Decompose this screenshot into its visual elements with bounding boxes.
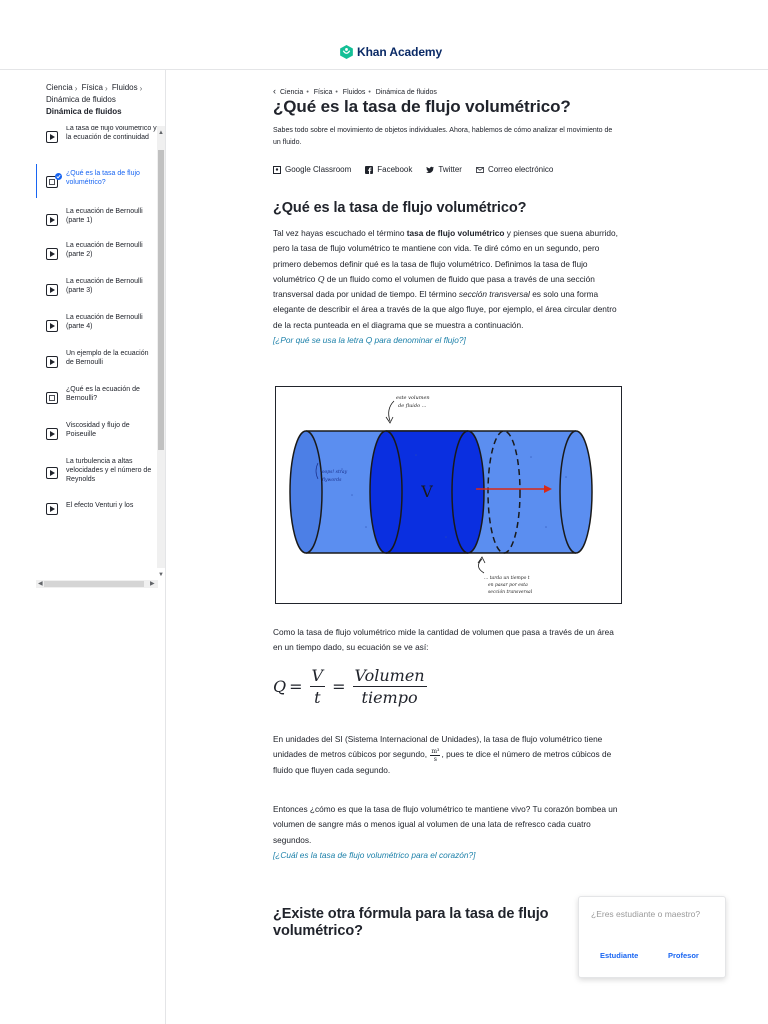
flow-rate-formula <box>273 666 431 707</box>
play-icon <box>46 503 58 515</box>
play-icon <box>46 356 58 368</box>
email-button[interactable] <box>476 165 553 174</box>
list-item[interactable] <box>36 206 158 242</box>
unit-denominator: s <box>433 755 437 763</box>
list-item-label: Un ejemplo de la ecuación de Bernoulli <box>66 350 149 366</box>
formula-equals: = <box>332 677 346 696</box>
figure-note-bottom-2: en pasar por esta <box>488 583 528 588</box>
list-item[interactable] <box>36 348 158 384</box>
sidebar <box>0 70 166 1024</box>
list-item-label: ¿Qué es la ecuación de Bernoulli? <box>66 386 140 402</box>
scroll-right-icon[interactable]: ▶ <box>150 581 155 587</box>
google-classroom-icon <box>273 166 281 174</box>
fraction-denominator: t <box>314 688 321 707</box>
sidebar-current-unit: Dinámica de fluidos <box>46 107 122 116</box>
play-icon <box>46 248 58 260</box>
sidebar-breadcrumb <box>46 82 156 118</box>
figure-note-top-2: de fluido ... <box>398 403 427 409</box>
unit-numerator: m³ <box>431 747 440 755</box>
list-item-label: La tasa de flujo volumétrico y la ecuación de continuidad <box>66 126 157 141</box>
emphasis-term: sección transversal <box>458 289 530 300</box>
list-item-label: La ecuación de Bernoulli (parte 4) <box>66 314 143 330</box>
teacher-button[interactable]: Profesor <box>668 951 699 960</box>
share-bar <box>273 165 553 174</box>
play-icon <box>46 131 58 143</box>
fraction-v-over-t <box>310 666 326 707</box>
facebook-button[interactable] <box>365 165 412 174</box>
check-icon <box>55 173 62 180</box>
figure-note-bottom-1: ... tarda un tiempo t <box>484 576 530 581</box>
figure-note-top-1: este volumen <box>396 395 430 401</box>
list-item[interactable] <box>36 276 158 312</box>
play-icon <box>46 428 58 440</box>
scrollbar-thumb[interactable] <box>158 150 164 450</box>
sidebar-crumb-ciencia[interactable]: Ciencia <box>46 83 73 92</box>
heart-flow-link[interactable]: [¿Cuál es la tasa de flujo volumétrico para el corazón?] <box>273 849 476 860</box>
text-run: de un fluido como el volumen de fluido que pasa a través de una sección transversal dada por unidad de tiempo. El término <box>273 273 595 300</box>
figure-note-left-1: ¡oops! stray <box>320 470 348 475</box>
play-icon <box>46 467 58 479</box>
list-item[interactable] <box>36 168 158 204</box>
text-run: y pienses que suena aburrido, pero la tasa de flujo volumétrico te mantiene con vida. Te diré cómo en un segundo, pero primero debemos definir qué es la tasa de flujo volumétrico. Definimos la tasa de flujo volumétrico <box>273 228 618 284</box>
scroll-up-icon[interactable]: ▲ <box>158 130 164 136</box>
article-description: Sabes todo sobre el movimiento de objetos individuales. Ahora, hablemos de cómo analizar el movimiento de un fluido. <box>273 127 613 146</box>
sidebar-crumb-dinamica[interactable]: Dinámica de fluidos <box>46 95 116 104</box>
formula-lhs: Q <box>273 677 287 696</box>
list-item[interactable] <box>36 500 158 536</box>
brand-name: Khan Academy <box>357 45 443 59</box>
section-heading: ¿Qué es la tasa de flujo volumétrico? <box>273 200 527 216</box>
fraction-volumen-over-tiempo <box>353 666 427 707</box>
fraction-numerator: V <box>311 666 324 685</box>
text-run: Entonces ¿cómo es que la tasa de flujo volumétrico te mantiene vivo? Tu corazón bombea un volumen de sangre más o menos igual al volumen de una lata de refresco cada cuatro segundos. <box>273 804 618 845</box>
fraction-numerator: Volumen <box>354 666 425 685</box>
list-item-label: Viscosidad y flujo de Poiseuille <box>66 422 130 438</box>
list-item[interactable] <box>36 312 158 348</box>
twitter-button[interactable] <box>426 165 462 174</box>
breadcrumb-fluidos[interactable]: Fluidos <box>342 89 366 96</box>
lesson-list <box>36 126 166 578</box>
chevron-left-icon[interactable]: ‹ <box>273 86 276 96</box>
article-breadcrumb: ‹ Ciencia • Física • Fluidos • Dinámica de fluidos <box>273 86 437 96</box>
email-label: Correo electrónico <box>487 165 554 174</box>
play-icon <box>46 284 58 296</box>
bold-term: tasa de flujo volumétrico <box>406 228 505 238</box>
paragraph-intro <box>273 226 623 348</box>
text-run: es solo una forma elegante de describir el área a través de la que algo fluye, por ejemplo, el área circular dentro de la recta punteada en el diagrama que se muestra a continuación. <box>273 289 617 330</box>
text-run: , pues te dice el número de metros cúbicos de fluido que fluyen cada segundo. <box>273 749 612 775</box>
scroll-down-icon[interactable]: ▼ <box>158 572 164 578</box>
breadcrumb-fisica[interactable]: Física <box>313 89 333 96</box>
khan-academy-logo-icon <box>340 45 353 59</box>
page-title: ¿Qué es la tasa de flujo volumétrico? <box>273 97 571 116</box>
why-q-link[interactable]: [¿Por qué se usa la letra Q para denominar el flujo?] <box>273 335 466 346</box>
role-prompt-card <box>578 896 726 978</box>
google-classroom-label: Google Classroom <box>285 165 352 174</box>
fraction-denominator: tiempo <box>361 688 418 707</box>
list-item-label: La turbulencia a altas velocidades y el número de Reynolds <box>66 458 152 483</box>
play-icon <box>46 214 58 226</box>
google-classroom-button[interactable] <box>273 165 351 174</box>
paragraph-si-units <box>273 732 623 778</box>
chevron-down-icon: › <box>104 84 108 93</box>
list-item[interactable] <box>36 126 158 159</box>
text-run: Tal vez hayas escuchado el término <box>273 228 407 238</box>
twitter-label: Twitter <box>438 165 462 174</box>
horizontal-scrollbar-thumb[interactable] <box>44 581 144 587</box>
mail-icon <box>476 166 484 174</box>
figure-note-bottom-3: sección transversal <box>488 590 533 595</box>
article-icon <box>46 392 58 404</box>
list-item-label: La ecuación de Bernoulli (parte 1) <box>66 208 143 224</box>
sidebar-crumb-fisica[interactable]: Física <box>81 83 103 92</box>
unit-fraction <box>430 748 440 763</box>
khan-academy-logo[interactable] <box>340 45 442 59</box>
sidebar-crumb-fluidos[interactable]: Fluidos <box>111 83 138 92</box>
flow-diagram <box>275 386 622 604</box>
scroll-left-icon[interactable]: ◀ <box>38 581 43 587</box>
math-variable: Q <box>317 273 325 284</box>
list-item[interactable] <box>36 384 158 420</box>
volume-label: V <box>421 482 433 501</box>
text-run: En unidades del SI (Sistema Internacional de Unidades), la tasa de flujo volumétrico tiene unidades de metros cúbicos por segundo, <box>273 734 603 760</box>
twitter-icon <box>426 166 434 174</box>
list-item[interactable] <box>36 456 158 492</box>
list-item-label: La ecuación de Bernoulli (parte 3) <box>66 278 143 294</box>
paragraph-heart <box>273 802 623 863</box>
list-item-label: El efecto Venturi y los <box>66 502 134 509</box>
breadcrumb-ciencia[interactable]: Ciencia <box>279 89 304 96</box>
flow-diagram-svg <box>276 387 620 602</box>
facebook-icon <box>365 166 373 174</box>
list-item[interactable] <box>36 240 158 276</box>
play-icon <box>46 320 58 332</box>
role-prompt-question: ¿Eres estudiante o maestro? <box>591 909 701 919</box>
list-item[interactable] <box>36 420 158 456</box>
list-item-label: La ecuación de Bernoulli (parte 2) <box>66 242 143 258</box>
chevron-down-icon: › <box>74 84 78 93</box>
facebook-label: Facebook <box>377 165 413 174</box>
top-header <box>0 0 768 70</box>
list-item-label: ¿Qué es la tasa de flujo volumétrico? <box>66 170 140 186</box>
student-button[interactable]: Estudiante <box>600 951 639 960</box>
breadcrumb-dinamica[interactable]: Dinámica de fluidos <box>375 89 437 96</box>
paragraph-equation-intro: Como la tasa de flujo volumétrico mide la cantidad de volumen que pasa a través de un área en un tiempo dado, su ecuación se ve así: <box>273 627 614 653</box>
chevron-down-icon: › <box>139 84 143 93</box>
section-heading: ¿Existe otra fórmula para la tasa de flujo volumétrico? <box>273 906 549 939</box>
formula-equals: = <box>289 677 303 696</box>
figure-note-left-2: flywords <box>322 478 342 483</box>
